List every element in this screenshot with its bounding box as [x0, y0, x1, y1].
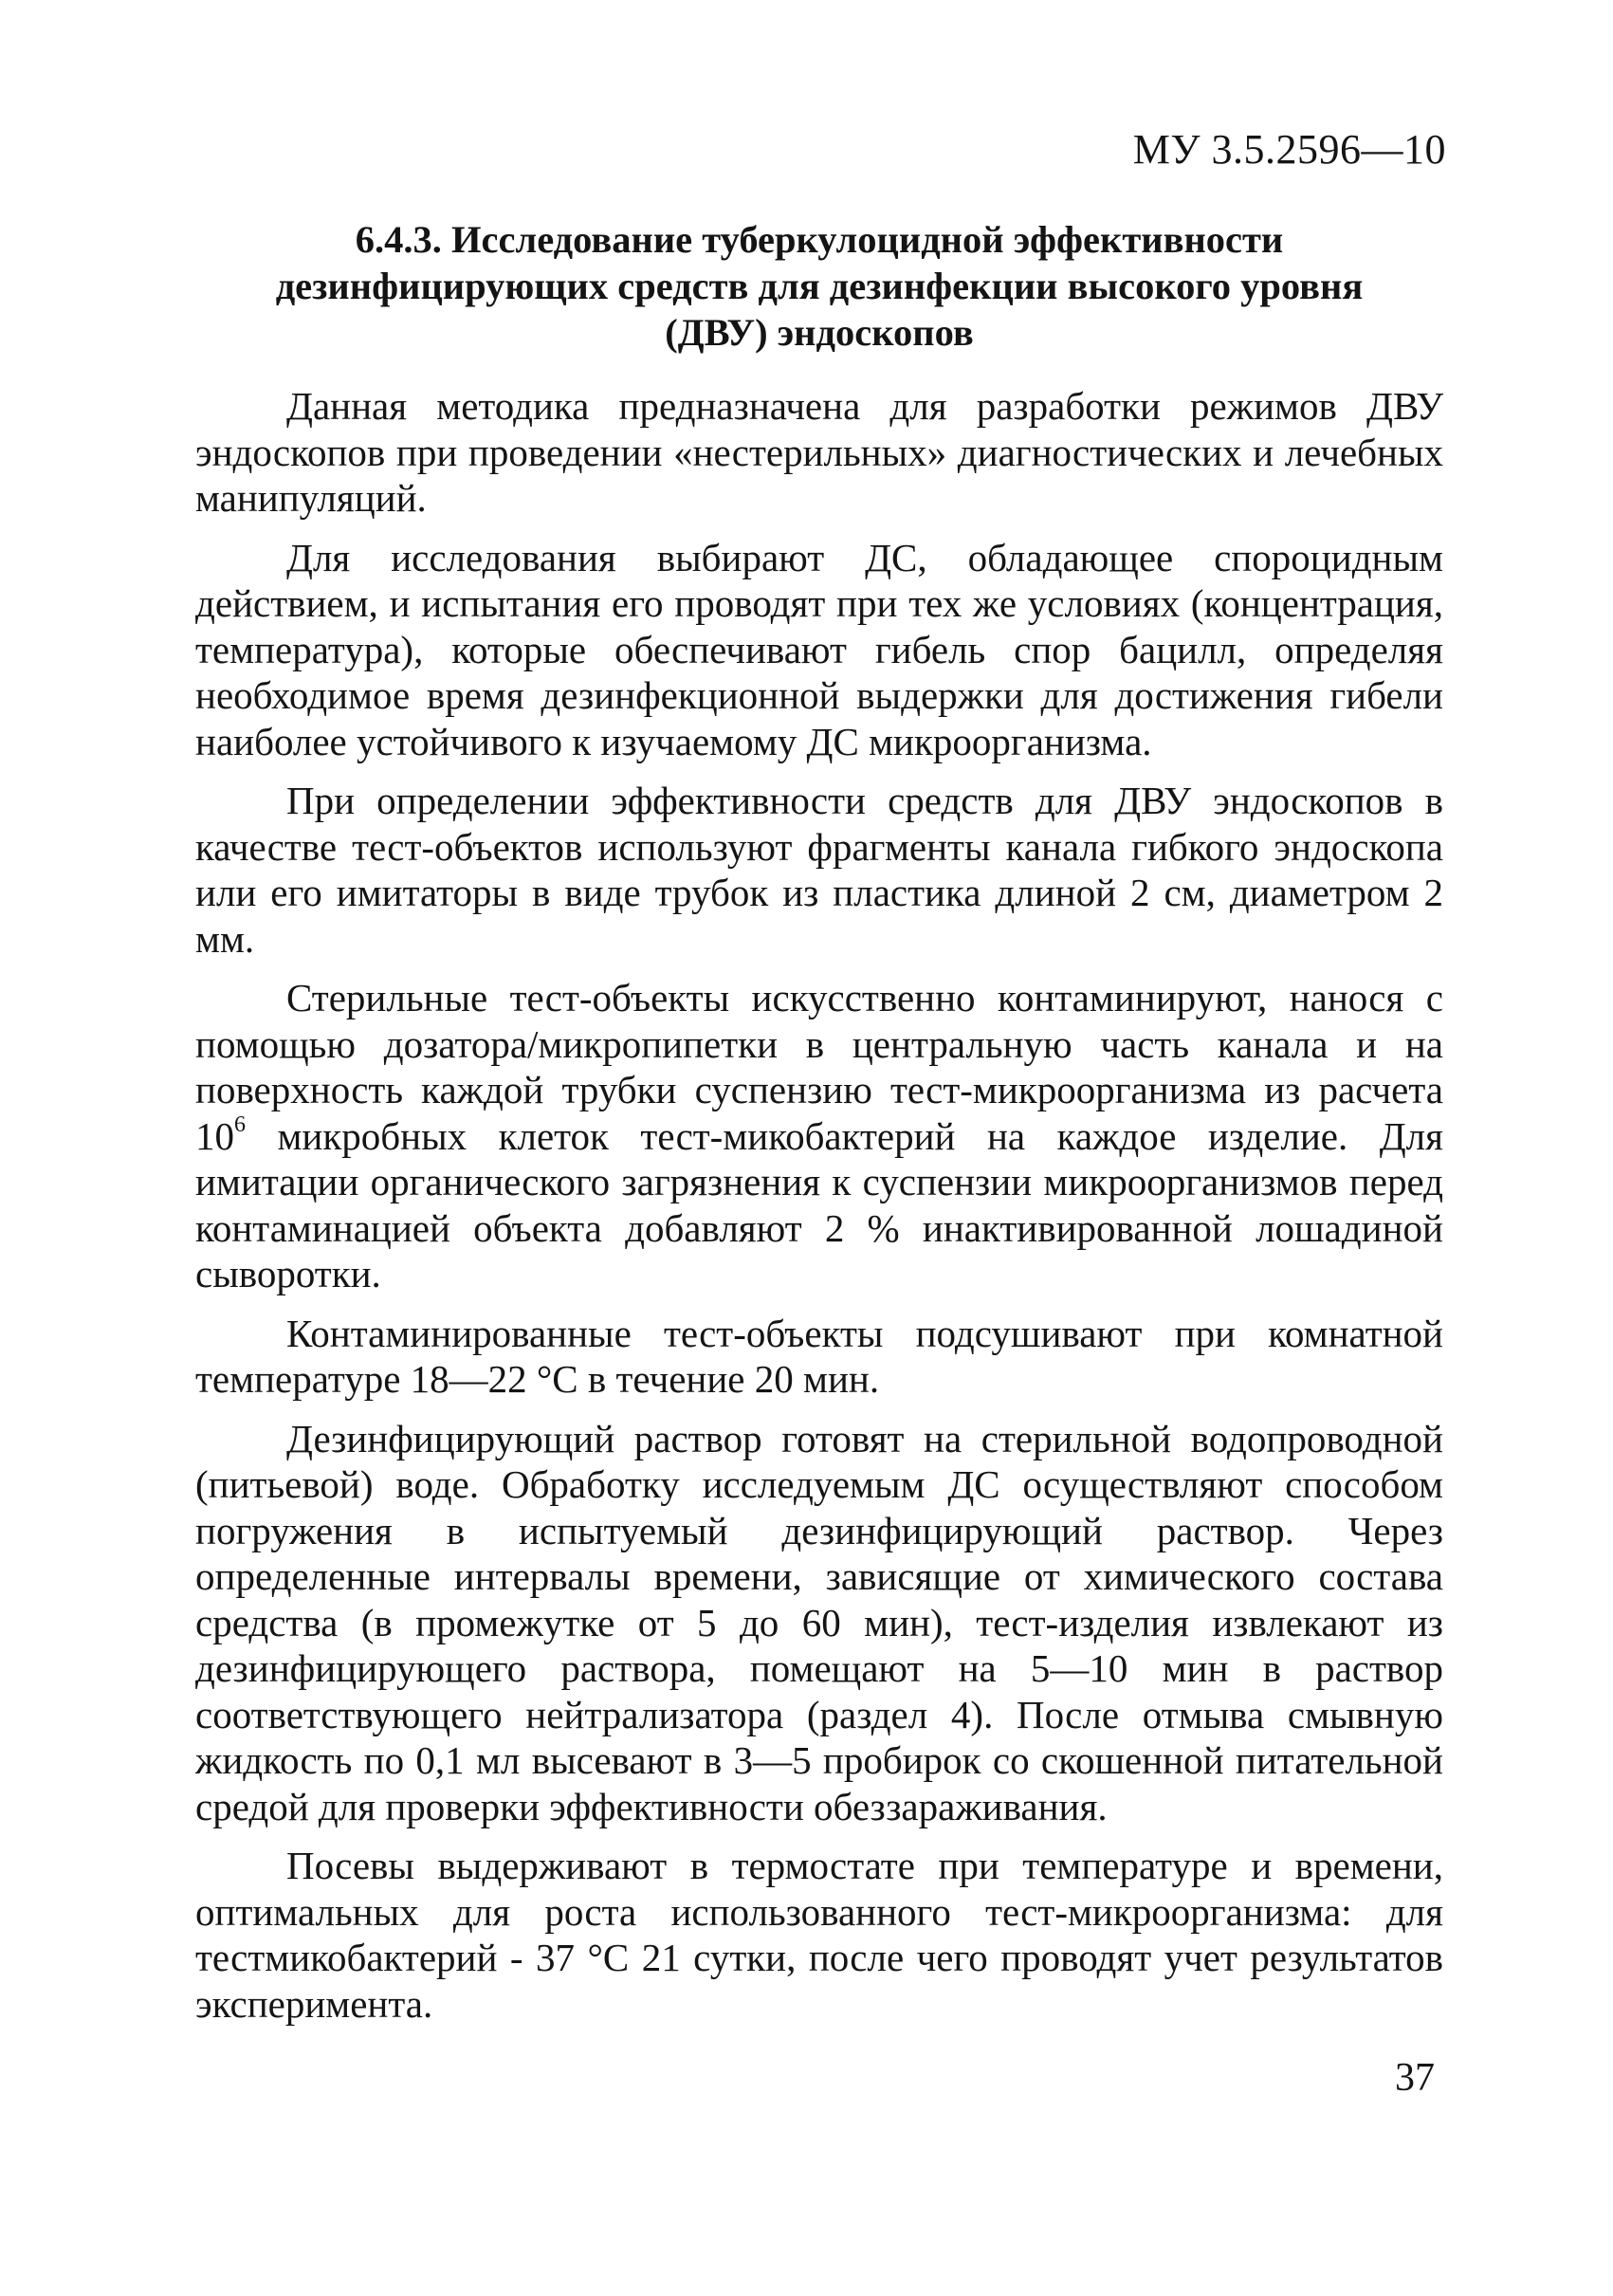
paragraph-incubation: Посевы выдерживают в термостате при температуре и времени, оптимальных для роста использованного тест-микроорганизма: для тестмикобактерий - 37 °С 21 сутки, после чего проводят учет результатов эксперимента. — [195, 1844, 1443, 2026]
document-code: МУ 3.5.2596—10 — [1132, 126, 1446, 173]
paragraph-contamination-part1: Стерильные тест-объекты искусственно контаминируют, нанося с помощью дозатора/микропипетки в центральную часть канала и на поверхность каждой трубки суспензию тест-микроорганизма из расчета 10 — [195, 976, 1443, 1158]
paragraph-test-objects: При определении эффективности средств для ДВУ эндоскопов в качестве тест-объектов используют фрагменты канала гибкого эндоскопа или его имитаторы в виде трубок из пластика длиной 2 см, диаметром 2 мм. — [195, 779, 1443, 961]
body-text — [195, 216, 1443, 2027]
paragraph-contamination — [195, 975, 1443, 1297]
paragraph-agent-selection: Для исследования выбирают ДС, обладающее спороцидным действием, и испытания его проводят при тех же условиях (концентрация, температура), которые обеспечивают гибель спор бацилл, определяя необходимое время дезинфекционной выдержки для достижения гибели наиболее устойчивого к изучаемому ДС микроорганизма. — [195, 535, 1443, 763]
section-title: 6.4.3. Исследование туберкулоцидной эффективности дезинфицирующих средств для дезинфекции высокого уровня (ДВУ) эндоскопов — [275, 218, 1364, 354]
page-number: 37 — [1395, 2056, 1435, 2100]
paragraph-purpose: Данная методика предназначена для разработки режимов ДВУ эндоскопов при проведении «нестерильных» диагностических и лечебных манипуляций. — [195, 384, 1443, 520]
exponent: 6 — [234, 1111, 246, 1137]
paragraph-drying: Контаминированные тест-объекты подсушивают при комнатной температуре 18—22 °С в течение 20 мин. — [195, 1311, 1443, 1401]
paragraph-contamination-part2: микробных клеток тест-микобактерий на каждое изделие. Для имитации органического загрязнения к суспензии микроорганизмов перед контаминацией объекта добавляют 2 % инактивированной лошадиной сыворотки. — [195, 1113, 1443, 1295]
paragraph-treatment: Дезинфицирующий раствор готовят на стерильной водопроводной (питьевой) воде. Обработку исследуемым ДС осуществляют способом погружения в испытуемый дезинфицирующий раствор. Через определенные интервалы времени, зависящие от химического состава средства (в промежутке от 5 до 60 мин), тест-изделия извлекают из дезинфицирующего раствора, помещают на 5—10 мин в раствор соответствующего нейтрализатора (раздел 4). После отмыва смывную жидкость по 0,1 мл высевают в 3—5 пробирок со скошенной питательной средой для проверки эффективности обеззараживания. — [195, 1416, 1443, 1828]
